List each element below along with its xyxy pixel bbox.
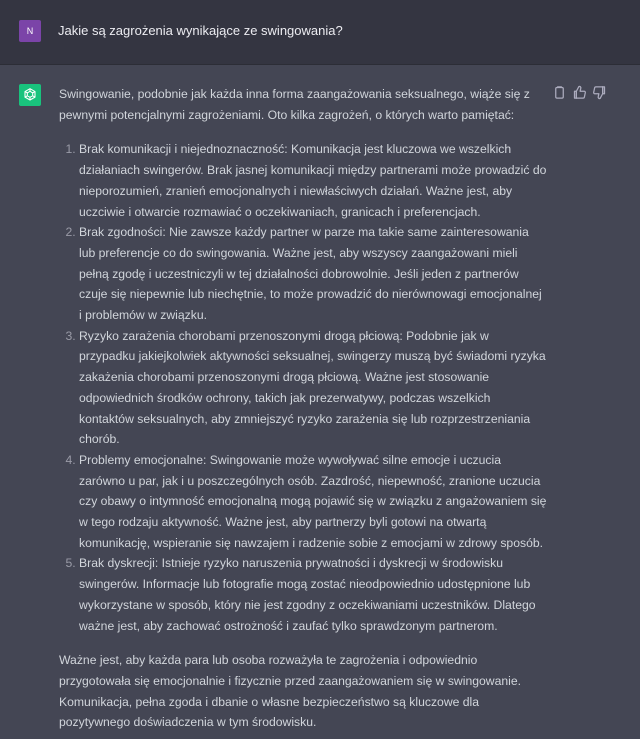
assistant-intro: Swingowanie, podobnie jak każda inna forma zaangażowania seksualnego, wiąże się z pewnymi potencjalnymi zagrożeniami. Oto kilka zagrożeń, o których warto pamiętać: xyxy=(59,87,530,122)
thumbs-down-icon[interactable] xyxy=(592,85,607,100)
list-item: 5. Brak dyskrecji: Istnieje ryzyko naruszenia prywatności i dyskrecji w środowisku swingerów. Informacje lub fotografie mogą zostać nieodpowiednio udostępnione lub wykorzystane w sposób, który nie jest zgodny z oczekiwaniami uczestników. Dlatego ważne jest, aby zachować ostrożność i zaufać tylko sprawdzonym partnerom. xyxy=(79,553,547,636)
message-actions xyxy=(552,85,607,100)
list-item: 3. Ryzyko zarażenia chorobami przenoszonymi drogą płciową: Podobnie jak w przypadku jakiejkolwiek aktywności seksualnej, swingerzy muszą być świadomi ryzyka zakażenia chorobami przenoszonymi drogą płciową. Ważne jest stosowanie odpowiednich środków ochrony, takich jak prezerwatywy, podczas wszelkich kontaktów seksualnych, aby zmniejszyć ryzyko zarażenia się lub rozprzestrzeniania chorób. xyxy=(79,326,547,450)
user-message-text: Jakie są zagrożenia wynikające ze swingowania? xyxy=(58,23,343,38)
list-item: 2. Brak zgodności: Nie zawsze każdy partner w parze ma takie same zainteresowania lub preferencje co do swingowania. Ważne jest, aby wszyscy zaangażowani mieli pełną zgodę i uczestniczyli w tej działalności dobrowolnie. Jeśli jeden z partnerów czuje się niepewnie lub niechętnie, to może prowadzić do nierównowagi emocjonalnej i problemów w związku. xyxy=(79,222,547,326)
assistant-message-row xyxy=(0,65,640,739)
user-message-row xyxy=(0,0,640,65)
user-avatar: N xyxy=(19,20,41,42)
risks-list xyxy=(59,139,547,636)
list-item: 4. Problemy emocjonalne: Swingowanie może wywoływać silne emocje i uczucia zarówno u par, jak i u poszczególnych osób. Zazdrość, niepewność, zranione uczucia czy obawy o intymność emocjonalną mogą pojawić się w związku z angażowaniem się w tego rodzaju aktywność. Ważne jest, aby partnerzy byli gotowi na otwartą komunikację, wspieranie się nawzajem i radzenie sobie z emocjami w zdrowy sposób. xyxy=(79,450,547,554)
list-item: 1. Brak komunikacji i niejednoznaczność: Komunikacja jest kluczowa we wszelkich działaniach swingerów. Brak jasnej komunikacji między partnerami może prowadzić do nieporozumień, zranień emocjonalnych i niewłaściwych działań. Ważne jest, aby uczciwie i otwarcie rozmawiać o oczekiwaniach, granicach i preferencjach. xyxy=(79,139,547,222)
clipboard-icon[interactable] xyxy=(552,85,567,100)
openai-logo-icon xyxy=(19,84,41,106)
assistant-outro: Ważne jest, aby każda para lub osoba rozważyła te zagrożenia i odpowiednio przygotowała się emocjonalnie i fizycznie przed zaangażowaniem się w swingowanie. Komunikacja, pełna zgoda i dbanie o własne bezpieczeństwo są kluczowe dla pozytywnego doświadczenia w tym środowisku. xyxy=(59,653,522,730)
thumbs-up-icon[interactable] xyxy=(572,85,587,100)
assistant-message-content xyxy=(59,84,547,733)
